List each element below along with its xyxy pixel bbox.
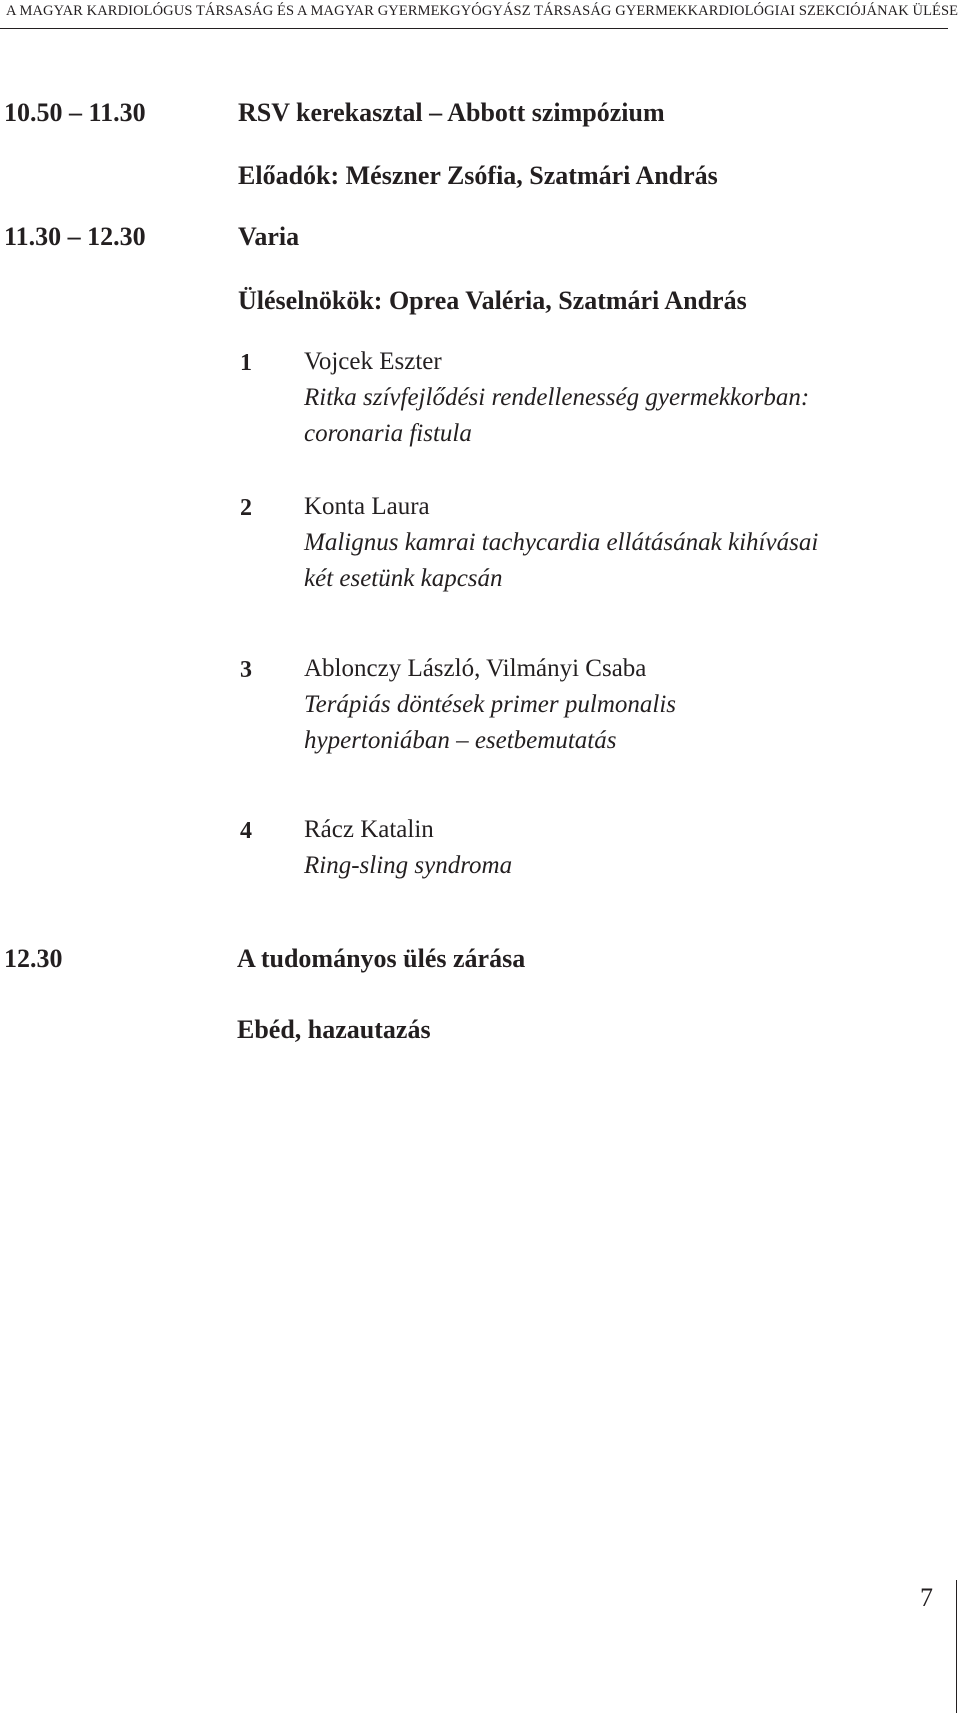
session-title: A tudományos ülés zárása	[237, 944, 526, 973]
session-time: 11.30 – 12.30	[4, 222, 146, 251]
running-header: A MAGYAR KARDIOLÓGUS TÁRSASÁG ÉS A MAGYAR GYERMEKGYÓGYÁSZ TÁRSASÁG GYERMEKKARDIOLÓGIAI SZEKCIÓJÁNAK ÜLÉSE	[6, 3, 959, 19]
talk-title: Ring-sling syndroma	[304, 852, 513, 879]
page-number: 7	[920, 1583, 933, 1612]
session-note: Ebéd, hazautazás	[237, 1015, 431, 1044]
talk-author: Rácz Katalin	[304, 816, 434, 843]
talk-title: coronaria fistula	[304, 420, 472, 447]
session-time: 12.30	[4, 944, 63, 973]
talk-title: Ritka szívfejlődési rendellenesség gyermekkorban:	[304, 384, 810, 411]
talk-number: 4	[240, 818, 252, 844]
page-edge-rule	[956, 1580, 957, 1713]
session-speakers: Előadók: Mészner Zsófia, Szatmári András	[238, 161, 718, 190]
talk-title: Malignus kamrai tachycardia ellátásának kihívásai	[304, 529, 819, 556]
talk-number: 2	[240, 495, 252, 521]
talk-title: hypertoniában – esetbemutatás	[304, 727, 617, 754]
talk-title: két esetünk kapcsán	[304, 565, 503, 592]
talk-title: Terápiás döntések primer pulmonalis	[304, 691, 676, 718]
talk-author: Ablonczy László, Vilmányi Csaba	[304, 655, 647, 682]
session-title: Varia	[238, 222, 300, 251]
talk-author: Vojcek Eszter	[304, 348, 442, 375]
header-divider	[0, 28, 948, 29]
talk-author: Konta Laura	[304, 493, 430, 520]
session-time: 10.50 – 11.30	[4, 98, 146, 127]
talk-number: 3	[240, 657, 252, 683]
talk-number: 1	[240, 350, 252, 376]
session-title: RSV kerekasztal – Abbott szimpózium	[238, 98, 665, 127]
session-chairs: Üléselnökök: Oprea Valéria, Szatmári András	[238, 286, 747, 315]
